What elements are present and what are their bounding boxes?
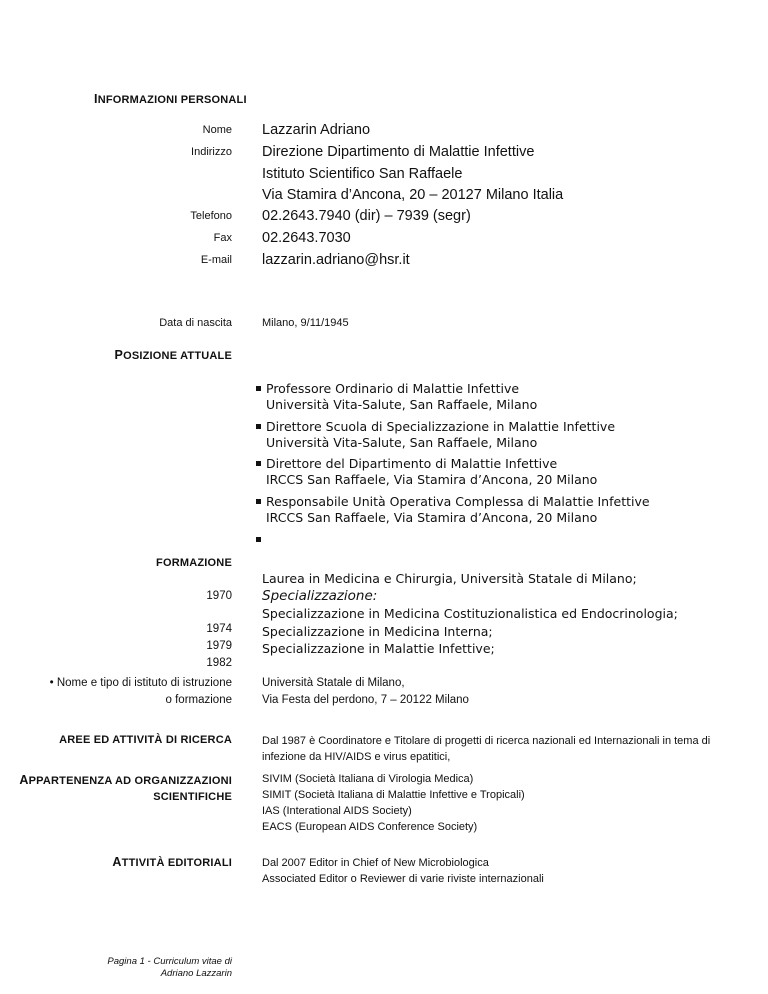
position-text [266, 456, 597, 488]
label-istituto-line2: o formazione [165, 694, 232, 706]
position-line2: Università Vita-Salute, San Raffaele, Milano [266, 435, 538, 450]
value-telefono: 02.2643.7940 (dir) – 7939 (segr) [262, 208, 471, 224]
heading-initial: A [19, 773, 29, 787]
heading-initial: A [112, 855, 122, 869]
position-line2: IRCCS San Raffaele, Via Stamira d’Ancona, 20 Milano [266, 510, 598, 525]
membership-item: IAS (Interational AIDS Society) [262, 805, 412, 817]
position-list [256, 381, 736, 541]
memberships-list [262, 771, 525, 835]
heading-initial: P [114, 348, 124, 362]
section-heading-research: AREE ED ATTIVITÀ DI RICERCA [59, 734, 232, 746]
heading-rest: TTIVITÀ EDITORIALI [121, 857, 232, 869]
value-data-nascita: Milano, 9/11/1945 [262, 317, 349, 329]
section-heading-personal [94, 92, 247, 106]
research-text [262, 733, 710, 765]
research-line2: infezione da HIV/AIDS e virus epatitici, [262, 751, 451, 763]
value-istituto [262, 675, 469, 709]
bullet-square [256, 499, 261, 504]
editorial-line2: Associated Editor o Reviewer di varie riviste internazionali [262, 873, 544, 885]
label-fax: Fax [213, 232, 232, 244]
value-email[interactable]: lazzarin.adriano@hsr.it [262, 252, 410, 268]
position-line2: Università Vita-Salute, San Raffaele, Milano [266, 397, 538, 412]
education-laurea: Laurea in Medicina e Chirurgia, Università Statale di Milano; [262, 571, 637, 586]
footer-line2: Adriano Lazzarin [160, 968, 232, 979]
education-spec: Specializzazione in Medicina Costituzionalistica ed Endocrinologia; [262, 606, 678, 621]
heading-rest: NFORMAZIONI PERSONALI [97, 94, 247, 106]
position-line1: Direttore del Dipartimento di Malattie Infettive [266, 456, 558, 471]
value-nome: Lazzarin Adriano [262, 122, 371, 138]
label-istituto [50, 675, 232, 709]
heading-line2: SCIENTIFICHE [153, 791, 232, 803]
position-text [266, 381, 537, 413]
section-heading-memberships [19, 772, 232, 805]
position-line1: Professore Ordinario di Malattie Infettive [266, 381, 520, 396]
bullet-square [256, 386, 261, 391]
research-line1: Dal 1987 è Coordinatore e Titolare di progetti di ricerca nazionali ed Internazionali in tema di [262, 735, 711, 747]
bullet-square [256, 424, 261, 429]
value-fax: 02.2643.7030 [262, 230, 351, 246]
position-line1: Responsabile Unità Operativa Complessa di Malattie Infettive [266, 494, 650, 509]
education-spec: Specializzazione in Malattie Infettive; [262, 641, 495, 656]
label-email: E-mail [200, 254, 232, 266]
education-year: 1970 [206, 590, 232, 602]
position-line1: Direttore Scuola di Specializzazione in Malattie Infettive [266, 419, 616, 434]
education-spec: Specializzazione in Medicina Interna; [262, 623, 493, 639]
education-year: 1982 [206, 657, 232, 669]
education-year: 1974 [206, 623, 232, 635]
education-spec-title: Specializzazione: [262, 587, 378, 604]
label-data-nascita: Data di nascita [159, 317, 232, 329]
editorial-text [262, 855, 544, 887]
label-indirizzo: Indirizzo [191, 146, 232, 158]
position-text [266, 494, 650, 526]
education-details [262, 570, 678, 658]
value-istituto-line2: Via Festa del perdono, 7 – 20122 Milano [262, 694, 469, 706]
footer-line1: Pagina 1 - Curriculum vitae di [107, 956, 232, 967]
position-text [266, 419, 615, 451]
value-indirizzo-line1: Direzione Dipartimento di Malattie Infettive [262, 144, 535, 160]
bullet-square [256, 461, 261, 466]
label-telefono: Telefono [190, 210, 232, 222]
section-heading-editorial [112, 855, 232, 869]
position-line2: IRCCS San Raffaele, Via Stamira d’Ancona, 20 Milano [266, 472, 598, 487]
section-heading-position [115, 348, 232, 362]
bullet-square [256, 537, 261, 542]
page-footer [107, 956, 232, 980]
education-year: 1979 [206, 640, 232, 652]
heading-initial: I [94, 92, 98, 106]
label-nome: Nome [202, 124, 232, 136]
editorial-line1: Dal 2007 Editor in Chief of New Microbiologica [262, 857, 489, 869]
value-istituto-line1: Università Statale di Milano, [262, 677, 405, 689]
heading-rest: PPARTENENZA AD ORGANIZZAZIONI [28, 775, 232, 787]
membership-item: SIMIT (Società Italiana di Malattie Infettive e Tropicali) [262, 789, 525, 801]
membership-item: EACS (European AIDS Conference Society) [262, 821, 478, 833]
value-indirizzo-line3: Via Stamira d’Ancona, 20 – 20127 Milano Italia [262, 187, 564, 203]
value-indirizzo-line2: Istituto Scientifico San Raffaele [262, 166, 463, 182]
section-heading-education: FORMAZIONE [156, 557, 232, 569]
label-istituto-line1: • Nome e tipo di istituto di istruzione [49, 677, 232, 689]
heading-rest: OSIZIONE ATTUALE [123, 350, 232, 362]
membership-item: SIVIM (Società Italiana di Virologia Medica) [262, 773, 474, 785]
